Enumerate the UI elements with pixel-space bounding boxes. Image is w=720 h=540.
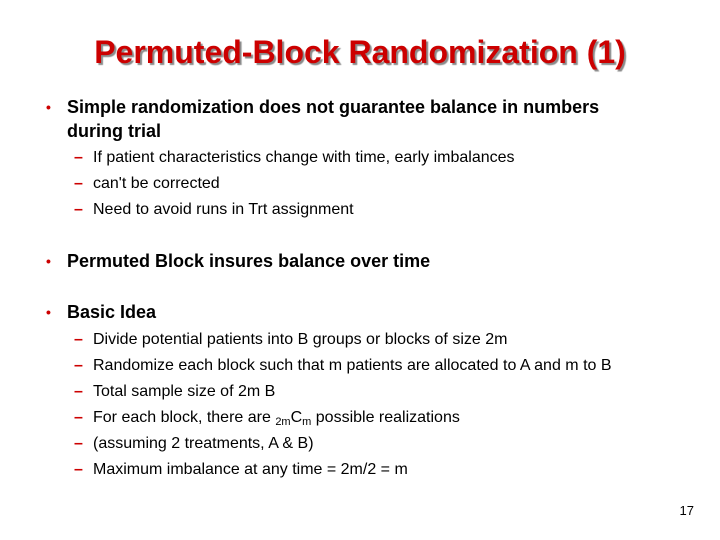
sub-item-text: Randomize each block such that m patients are allocated to A and m to B — [93, 357, 612, 374]
sub-item-text: can't be corrected — [93, 175, 220, 192]
sub-marker: – — [74, 149, 83, 166]
page-number: 17 — [679, 503, 694, 518]
sub-item-text: Maximum imbalance at any time = 2m/2 = m — [93, 461, 408, 478]
sub-item-text: Divide potential patients into B groups or blocks of size 2m — [93, 331, 508, 348]
slide-title: Permuted-Block Randomization (1) — [94, 34, 626, 70]
bullet-marker: • — [46, 253, 51, 269]
formula-subscript-n: 2m — [275, 416, 291, 428]
sub-marker: – — [74, 461, 83, 478]
bullet-text-line: Simple randomization does not guarantee balance in numbers — [67, 97, 600, 117]
sub-item-text: If patient characteristics change with time, early imbalances — [93, 149, 515, 166]
sub-item-text: (assuming 2 treatments, A & B) — [93, 435, 314, 452]
sub-marker: – — [74, 409, 83, 426]
formula-subscript-k: m — [302, 416, 312, 428]
sub-item-text: Need to avoid runs in Trt assignment — [93, 201, 354, 218]
sub-marker: – — [74, 383, 83, 400]
sub-item-text: Total sample size of 2m B — [93, 383, 276, 400]
bullet-text-line: Basic Idea — [67, 302, 157, 322]
sub-marker: – — [74, 357, 83, 374]
bullet-marker: • — [46, 304, 51, 320]
formula-prefix: For each block, there are — [93, 409, 276, 426]
bullet-text-line: Permuted Block insures balance over time — [67, 251, 431, 271]
sub-marker: – — [74, 435, 83, 452]
formula-suffix: possible realizations — [311, 409, 460, 426]
sub-marker: – — [74, 331, 83, 348]
bullet-text-line: during trial — [67, 121, 161, 141]
sub-marker: – — [74, 201, 83, 218]
bullet-marker: • — [46, 99, 51, 115]
sub-marker: – — [74, 175, 83, 192]
formula-combination-symbol: C — [290, 409, 303, 426]
